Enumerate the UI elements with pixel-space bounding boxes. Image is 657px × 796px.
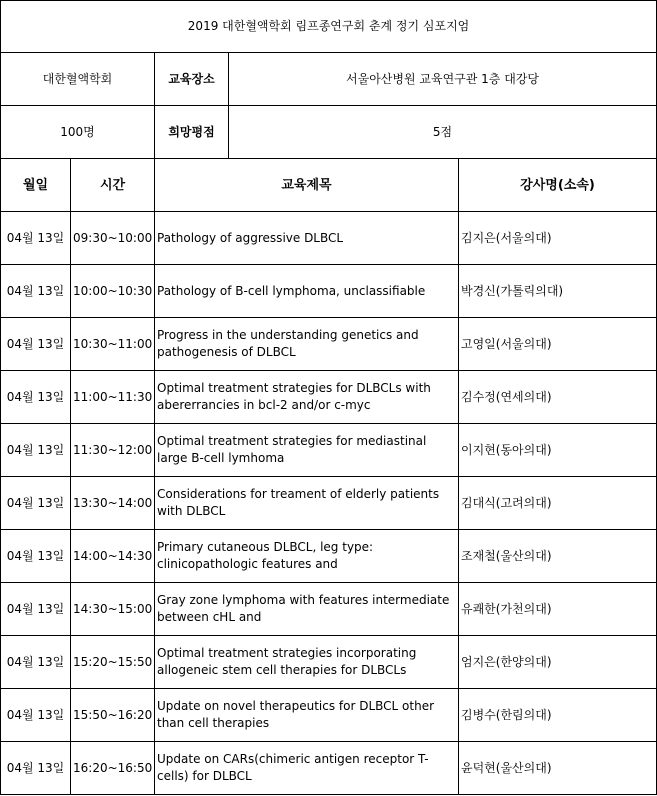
- session-topic: Optimal treatment strategies for DLBCLs with abererrancies in bcl-2 and/or c-myc: [155, 371, 459, 424]
- session-row: [1, 742, 657, 795]
- session-date: 04월 13일: [1, 742, 71, 795]
- session-date: 04월 13일: [1, 371, 71, 424]
- session-row: [1, 689, 657, 742]
- session-topic: Pathology of B-cell lymphoma, unclassifiable: [155, 265, 459, 318]
- session-date: 04월 13일: [1, 636, 71, 689]
- session-row: [1, 318, 657, 371]
- title-row: [1, 1, 657, 53]
- session-speaker: 엄지은(한양의대): [459, 636, 657, 689]
- session-date: 04월 13일: [1, 318, 71, 371]
- session-time: 11:00~11:30: [71, 371, 155, 424]
- session-time: 16:20~16:50: [71, 742, 155, 795]
- session-row: [1, 371, 657, 424]
- organizer-cell: 대한혈액학회: [1, 53, 155, 106]
- column-header-speaker: 강사명(소속): [459, 159, 657, 212]
- session-row: [1, 530, 657, 583]
- session-speaker: 이지현(동아의대): [459, 424, 657, 477]
- session-speaker: 박경신(가톨릭의대): [459, 265, 657, 318]
- session-date: 04월 13일: [1, 530, 71, 583]
- session-time: 10:30~11:00: [71, 318, 155, 371]
- session-row: [1, 265, 657, 318]
- column-header-topic: 교육제목: [155, 159, 459, 212]
- session-time: 14:30~15:00: [71, 583, 155, 636]
- session-row: [1, 583, 657, 636]
- session-time: 13:30~14:00: [71, 477, 155, 530]
- session-speaker: 윤덕현(울산의대): [459, 742, 657, 795]
- session-speaker: 김병수(한림의대): [459, 689, 657, 742]
- session-topic: Optimal treatment strategies for mediastinal large B-cell lymhoma: [155, 424, 459, 477]
- session-time: 09:30~10:00: [71, 212, 155, 265]
- session-topic: Gray zone lymphoma with features intermediate between cHL and: [155, 583, 459, 636]
- session-date: 04월 13일: [1, 424, 71, 477]
- session-row: [1, 424, 657, 477]
- session-row: [1, 636, 657, 689]
- session-date: 04월 13일: [1, 477, 71, 530]
- session-speaker: 유쾌한(가천의대): [459, 583, 657, 636]
- session-topic: Update on CARs(chimeric antigen receptor T-cells) for DLBCL: [155, 742, 459, 795]
- session-speaker: 고영일(서울의대): [459, 318, 657, 371]
- session-row: [1, 477, 657, 530]
- capacity-cell: 100명: [1, 106, 155, 159]
- session-time: 15:20~15:50: [71, 636, 155, 689]
- session-topic: Optimal treatment strategies incorporating allogeneic stem cell therapies for DLBCLs: [155, 636, 459, 689]
- session-time: 10:00~10:30: [71, 265, 155, 318]
- session-row: [1, 212, 657, 265]
- session-topic: Progress in the understanding genetics and pathogenesis of DLBCL: [155, 318, 459, 371]
- info-row-venue: [1, 53, 657, 106]
- venue-label: 교육장소: [155, 53, 229, 106]
- points-value: 5점: [229, 106, 657, 159]
- points-label: 희망평점: [155, 106, 229, 159]
- session-date: 04월 13일: [1, 265, 71, 318]
- page-title: 2019 대한혈액학회 림프종연구회 춘계 정기 심포지엄: [1, 1, 657, 53]
- info-row-points: [1, 106, 657, 159]
- session-date: 04월 13일: [1, 583, 71, 636]
- session-speaker: 김지은(서울의대): [459, 212, 657, 265]
- session-topic: Pathology of aggressive DLBCL: [155, 212, 459, 265]
- session-topic: Considerations for treament of elderly patients with DLBCL: [155, 477, 459, 530]
- session-topic: Update on novel therapeutics for DLBCL other than cell therapies: [155, 689, 459, 742]
- session-speaker: 조재철(울산의대): [459, 530, 657, 583]
- session-time: 14:00~14:30: [71, 530, 155, 583]
- session-topic: Primary cutaneous DLBCL, leg type: clinicopathologic features and: [155, 530, 459, 583]
- column-header-date: 월일: [1, 159, 71, 212]
- session-date: 04월 13일: [1, 212, 71, 265]
- venue-value: 서울아산병원 교육연구관 1층 대강당: [229, 53, 657, 106]
- session-date: 04월 13일: [1, 689, 71, 742]
- column-header-time: 시간: [71, 159, 155, 212]
- column-header-row: [1, 159, 657, 212]
- session-time: 15:50~16:20: [71, 689, 155, 742]
- session-speaker: 김대식(고려의대): [459, 477, 657, 530]
- session-speaker: 김수정(연세의대): [459, 371, 657, 424]
- session-time: 11:30~12:00: [71, 424, 155, 477]
